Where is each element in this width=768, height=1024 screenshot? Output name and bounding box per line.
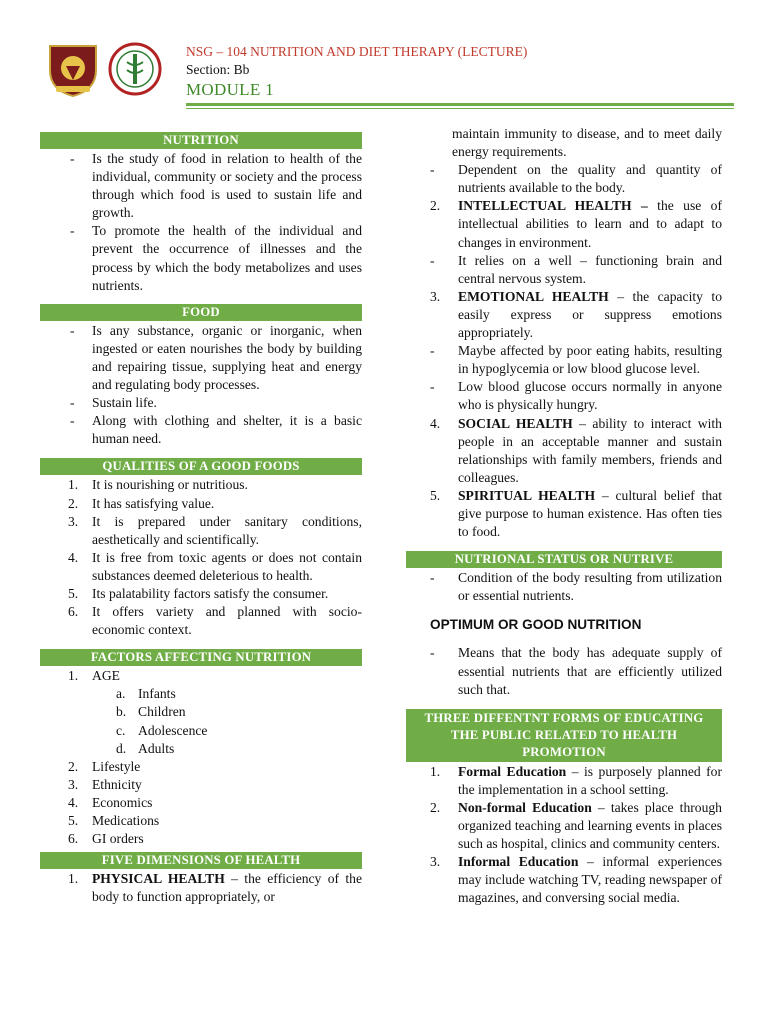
list-item: - To promote the health of the individual and prevent the occurrence of illnesses and the process by which the body metabolizes and uses nutrients. [70, 223, 362, 293]
dimensions-list-cont [406, 197, 722, 251]
factors-list [40, 667, 362, 685]
list-item: 5. Medications [68, 813, 160, 828]
header-logos [46, 40, 162, 98]
list-item: - Sustain life. [70, 395, 157, 411]
list-item: 2. INTELLECTUAL HEALTH – the use of intellectual abilities to learn and to adapt to changes in environment. [430, 198, 722, 250]
emotional-item [406, 288, 722, 342]
list-item: d. Adults [116, 740, 175, 756]
header-divider-thin [186, 108, 734, 109]
list-item: 3. Informal Education – informal experiences may include watching TV, reading newspaper of magazines, and conversing social media. [430, 854, 723, 906]
list-item: - Along with clothing and shelter, it is a basic human need. [70, 413, 362, 447]
list-item: - Is the study of food in relation to health of the individual, community or society and the process through which food is used to sustain life and growth. [70, 151, 362, 221]
list-item: 3. It is prepared under sanitary conditions, aesthetically and scientifically. [68, 513, 362, 547]
optimum-nutrition-heading: OPTIMUM OR GOOD NUTRITION [430, 617, 642, 633]
list-item: a. Infants [116, 686, 176, 702]
nutritional-status-heading: NUTRIONAL STATUS OR NUTRIVE [406, 551, 722, 568]
list-item: 6. GI orders [68, 831, 144, 847]
qualities-list [40, 476, 362, 639]
list-item: b. Children [116, 704, 186, 720]
left-column [40, 132, 362, 906]
section-label: Section: Bb [186, 62, 250, 77]
list-item: - Dependent on the quality and quantity of nutrients available to the body. [430, 162, 722, 196]
document-header [186, 44, 527, 100]
food-heading: FOOD [40, 304, 362, 321]
intellectual-notes [406, 252, 722, 288]
list-item: 2. It has satisfying value. [68, 495, 215, 511]
right-column [406, 125, 722, 907]
list-item: 2. Non-formal Education – takes place through organized teaching and learning events in places such as hospital, clinics and community centers. [430, 799, 722, 852]
physical-health-continued: maintain immunity to disease, and to meet daily energy requirements. [452, 126, 722, 160]
list-item: - Is any substance, organic or inorganic, when ingested or eaten nourishes the body by building and repairing tissue, supplying heat and energy and regulating body processes. [70, 322, 362, 393]
education-forms-list [406, 763, 722, 908]
list-item: 1. Formal Education – is purposely planned for the implementation in a school setting. [430, 763, 722, 797]
list-item: 4. Economics [68, 794, 153, 810]
emotional-notes [406, 342, 722, 414]
list-item: 3. EMOTIONAL HEALTH – the capacity to easily express or suppress emotions appropriately. [430, 288, 722, 341]
education-forms-heading: THREE DIFFENTNT FORMS OF EDUCATING THE PUBLIC RELATED TO HEALTH PROMOTION [406, 709, 722, 762]
list-item: - Condition of the body resulting from utilization or essential nutrients. [430, 570, 722, 604]
list-item: 4. SOCIAL HEALTH – ability to interact with people in an acceptable manner and sustain relationships with family members, friends and colleagues. [430, 415, 722, 485]
header-divider [186, 103, 734, 106]
nutrition-heading: NUTRITION [40, 132, 362, 149]
list-item: 1. It is nourishing or nutritious. [68, 477, 248, 493]
list-item: - Low blood glucose occurs normally in anyone who is physically hungry. [430, 379, 722, 413]
qualities-heading: QUALITIES OF A GOOD FOODS [40, 458, 362, 475]
age-sublist [40, 685, 362, 757]
list-item: - Means that the body has adequate supply of essential nutrients that are efficiently utilized such that. [430, 645, 722, 697]
factors-heading: FACTORS AFFECTING NUTRITION [40, 649, 362, 666]
list-item: 5. SPIRITUAL HEALTH – cultural belief that give purpose to human existence. Has often ties to food. [430, 487, 722, 540]
list-item: - Maybe affected by poor eating habits, resulting in hypoglycemia or low blood glucose level. [430, 343, 722, 377]
nutrition-list [40, 150, 362, 295]
course-title: NSG – 104 NUTRITION AND DIET THERAPY (LECTURE) [186, 44, 528, 59]
list-item: 1. AGE [68, 668, 120, 684]
status-list [406, 569, 722, 605]
physical-notes [406, 161, 722, 197]
food-list [40, 322, 362, 449]
list-item: 1. PHYSICAL HEALTH – the efficiency of the body to function appropriately, or [68, 871, 363, 905]
dimensions-heading: FIVE DIMENSIONS OF HEALTH [40, 852, 362, 869]
list-item: 2. Lifestyle [68, 758, 141, 774]
list-item: - It relies on a well – functioning brain and central nervous system. [430, 252, 722, 286]
list-item: 4. It is free from toxic agents or does not contain substances deemed deleterious to health. [68, 549, 362, 583]
nursing-seal-icon [108, 40, 162, 98]
list-item: 5. Its palatability factors satisfy the consumer. [68, 585, 329, 601]
social-spiritual-items [406, 415, 722, 542]
list-item: 6. It offers variety and planned with socio-economic context. [68, 604, 362, 638]
dimensions-list [40, 870, 362, 906]
list-item: c. Adolescence [116, 722, 208, 738]
optimum-list [406, 644, 722, 698]
factors-list-cont [40, 758, 362, 848]
school-seal-icon [46, 40, 100, 98]
list-item: 3. Ethnicity [68, 776, 142, 792]
module-title: MODULE 1 [186, 80, 274, 99]
